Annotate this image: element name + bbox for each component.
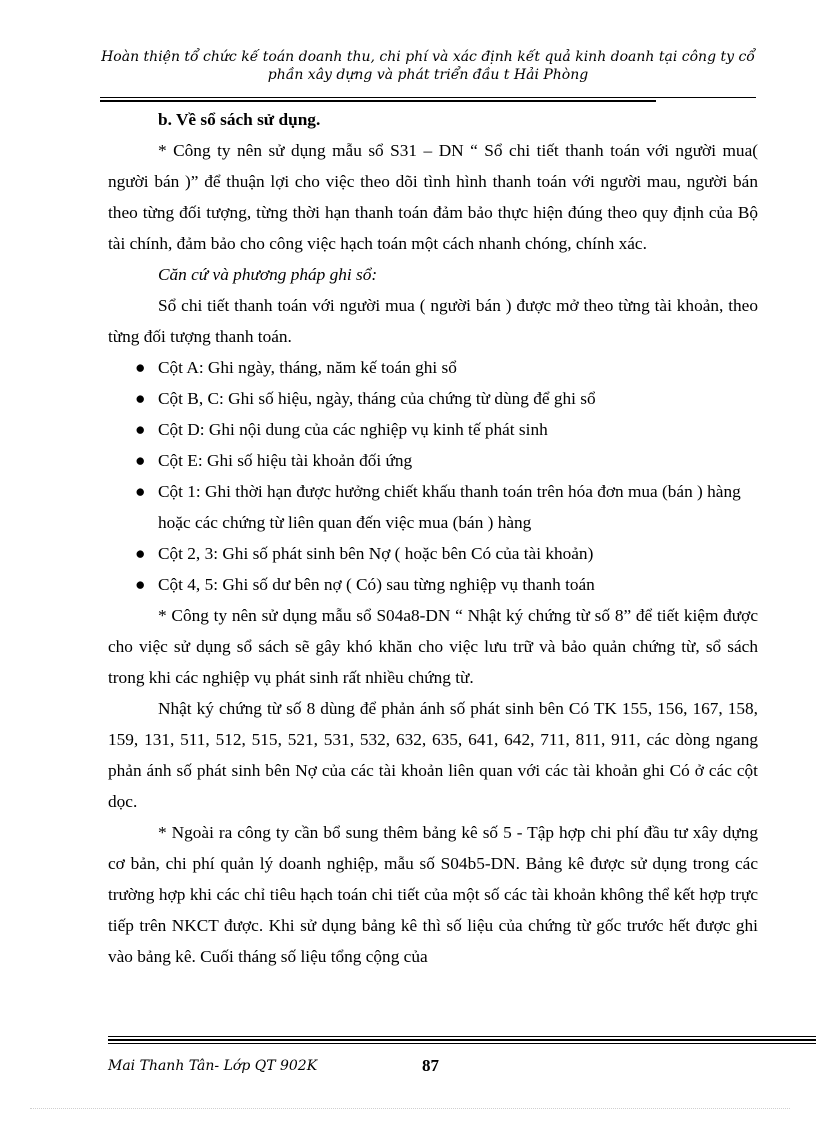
paragraph-s31: * Công ty nên sử dụng mẫu sổ S31 – DN “ Sổ chi tiết thanh toán với người mua( người bán )” để thuận lợi cho việc theo dõi tình hình thanh toán với người mau, người bán theo từng đối tượng, từng thời hạn thanh toán đảm bảo thực hiện đúng theo quy định của Bộ tài chính, đảm bảo cho công việc hạch toán một cách nhanh chóng, chính xác.	[108, 141, 758, 253]
header-rule-thin	[100, 97, 756, 98]
bullet-icon: ●	[135, 389, 146, 408]
list-item: ● Cột 4, 5: Ghi số dư bên nợ ( Có) sau từng nghiệp vụ thanh toán	[108, 569, 758, 600]
list-item: ● Cột A: Ghi ngày, tháng, năm kế toán ghi sổ	[108, 352, 758, 383]
paragraph-journal-8-detail: Nhật ký chứng từ số 8 dùng để phản ánh số phát sinh bên Có TK 155, 156, 167, 158, 159, 131, 511, 512, 515, 521, 531, 532, 632, 635, 641, 642, 711, 811, 911, các dòng ngang phản ánh số phát sinh bên Nợ của các tài khoản liên quan với các tài khoản ghi Có ở các cột dọc.	[108, 699, 758, 811]
list-item: ● Cột B, C: Ghi số hiệu, ngày, tháng của chứng từ dùng để ghi sổ	[108, 383, 758, 414]
footer-rule-thin-bottom	[108, 1043, 816, 1044]
bullet-icon: ●	[135, 420, 146, 439]
body-text	[108, 104, 758, 972]
header-line-1: Hoàn thiện tổ chức kế toán doanh thu, chi phí và xác định kết quả kinh doanh tại công ty cổ	[101, 49, 755, 65]
column-list	[108, 352, 758, 600]
list-item: ● Cột 1: Ghi thời hạn được hưởng chiết khấu thanh toán trên hóa đơn mua (bán ) hàng hoặc các chứng từ liên quan đến việc mua (bán ) hàng	[108, 476, 758, 538]
footer-rule-thick	[108, 1039, 816, 1041]
bullet-icon: ●	[135, 451, 146, 470]
bullet-icon: ●	[135, 482, 146, 501]
list-item: ● Cột D: Ghi nội dung của các nghiệp vụ kinh tế phát sinh	[108, 414, 758, 445]
section-heading: b. Về sổ sách sử dụng.	[158, 110, 321, 129]
list-item: ● Cột 2, 3: Ghi số phát sinh bên Nợ ( hoặc bên Có của tài khoản)	[108, 538, 758, 569]
page-number: 87	[422, 1056, 439, 1075]
bullet-icon: ●	[135, 544, 146, 563]
list-item: ● Cột E: Ghi số hiệu tài khoản đối ứng	[108, 445, 758, 476]
footer-author: Mai Thanh Tân- Lớp QT 902K	[108, 1058, 318, 1074]
bullet-icon: ●	[135, 575, 146, 594]
running-header	[100, 48, 756, 84]
footer-rule-thin-top	[108, 1036, 816, 1037]
bullet-icon: ●	[135, 358, 146, 377]
paragraph-schedule-5: * Ngoài ra công ty cần bổ sung thêm bảng kê số 5 - Tập hợp chi phí đầu tư xây dựng cơ bản, chi phí quản lý doanh nghiệp, mẫu số S04b5-DN. Bảng kê được sử dụng trong các trường hợp khi các chỉ tiêu hạch toán chi tiết của một số các tài khoản không thể kết hợp trực tiếp trên NKCT được. Khi sử dụng bảng kê thì số liệu của chứng từ gốc trước hết được ghi vào bảng kê. Cuối tháng số liệu tổng cộng của	[108, 823, 758, 966]
header-rule-thick	[100, 100, 656, 102]
method-title: Căn cứ và phương pháp ghi sổ:	[158, 265, 378, 284]
header-line-2: phần xây dựng và phát triển đầu t Hải Phòng	[267, 67, 589, 83]
page-bottom-divider	[30, 1108, 790, 1109]
paragraph-journal-8: * Công ty nên sử dụng mẫu sổ S04a8-DN “ Nhật ký chứng từ số 8” để tiết kiệm được cho việc sử dụng sổ sách sẽ gây khó khăn cho việc lưu trữ và bảo quản chứng từ, sổ sách trong khi các nghiệp vụ phát sinh rất nhiều chứng từ.	[108, 606, 758, 687]
paragraph-ledger-open: Sổ chi tiết thanh toán với người mua ( người bán ) được mở theo từng tài khoản, theo từng đối tượng thanh toán.	[108, 296, 758, 346]
